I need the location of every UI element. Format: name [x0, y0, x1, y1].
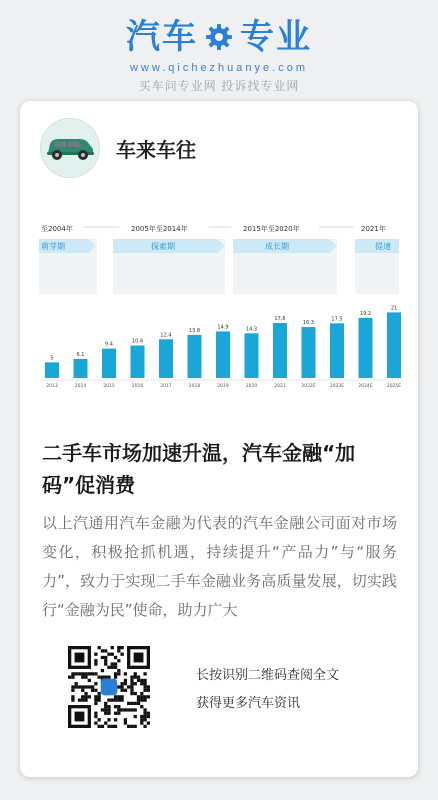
phase-label-2: 探索期: [151, 242, 175, 251]
chart-bar: [330, 323, 344, 378]
chart-tick-label: 2018: [188, 384, 201, 389]
chart-bar: [131, 346, 145, 379]
article-card: [20, 101, 418, 777]
chart-tick-label: 2025E: [386, 384, 402, 389]
chart-bar: [102, 349, 116, 378]
brand-url[interactable]: www.qichezhuanye.com: [129, 62, 308, 74]
qr-caption-line-1: 长按识别二维码查阅全文: [196, 668, 340, 683]
car-icon: [44, 133, 96, 163]
chart-value-label: 5: [50, 355, 54, 362]
brand-name-left: 汽车: [126, 17, 198, 57]
chart-bar: [45, 362, 59, 378]
brand-header: [0, 14, 438, 94]
chart-value-label: 12.4: [160, 332, 172, 339]
chart-value-label: 19.2: [359, 311, 372, 317]
brand-logo: [0, 14, 438, 60]
stage-label-2: 2005年至2014年: [131, 225, 188, 233]
chart-tick-label: 2022E: [301, 384, 316, 389]
stage-label-1: 至2004年: [41, 225, 73, 233]
chart-value-label: 9.4: [105, 341, 113, 348]
gear-icon: [204, 22, 234, 52]
qr-logo-icon: [101, 679, 117, 695]
brand-name-right: 专业: [240, 17, 312, 57]
chart-bar: [359, 318, 373, 378]
chart-tick-label: 2017: [160, 384, 172, 389]
chart-tick-label: 2014: [74, 384, 87, 389]
article-title[interactable]: 二手车市场加速升温，汽车金融“加码”促消费: [42, 441, 356, 497]
chart-value-label: 14.9: [217, 324, 229, 331]
chart-value-label: 6.1: [76, 351, 85, 358]
chart-bar: [216, 331, 230, 378]
chart-tick-label: 2024E: [358, 384, 373, 389]
chart-value-label: 17.6: [274, 316, 286, 322]
qr-caption: [196, 662, 339, 718]
qr-code[interactable]: [68, 646, 150, 728]
cover-image[interactable]: [39, 215, 402, 390]
chart-bar: [188, 335, 202, 378]
chart-value-label: 13.8: [188, 327, 201, 334]
chart-tick-label: 2023E: [329, 384, 345, 389]
chart-tick-label: 2015: [103, 384, 115, 389]
chart-tick-label: 2013: [46, 384, 58, 389]
chart-tick-label: 2019: [217, 384, 229, 389]
phase-label-1: 萌芽期: [41, 242, 65, 251]
qr-caption-line-2: 获得更多汽车资讯: [196, 696, 301, 711]
chart-value-label: 21: [390, 305, 398, 312]
chart-bar: [159, 339, 173, 378]
stage-label-3: 2015年至2020年: [243, 225, 300, 233]
brand-tagline: 买车问专业网 投诉找专业网: [138, 79, 300, 93]
avatar[interactable]: [40, 118, 100, 178]
article-excerpt: 以上汽通用汽车金融为代表的汽车金融公司面对市场变化，积极抢抓机遇，持续提升“产品力”与“服务力”，致力于实现二手车金融业务高质量发展，切实践行“金融为民”使命，助力广大: [42, 514, 397, 619]
chart-value-label: 14.3: [245, 326, 258, 333]
chart-value-label: 16.3: [302, 320, 315, 327]
phase-label-3: 成长期: [265, 242, 289, 251]
chart-tick-label: 2016: [131, 384, 144, 389]
chart-tick-label: 2020: [245, 384, 258, 389]
chart-value-label: 17.5: [331, 316, 343, 323]
chart-bar: [74, 359, 88, 378]
phase-label-4: 提速: [375, 242, 391, 251]
stage-label-4: 2021年: [361, 225, 386, 233]
chart-bar: [245, 333, 259, 378]
author-name[interactable]: 车来车往: [116, 137, 196, 162]
chart-bar: [273, 323, 287, 378]
author-block[interactable]: [40, 118, 196, 178]
chart-bar: [302, 327, 316, 378]
chart-tick-label: 2021: [274, 384, 286, 389]
chart-bar: [387, 312, 401, 378]
chart-value-label: 10.4: [131, 338, 144, 345]
